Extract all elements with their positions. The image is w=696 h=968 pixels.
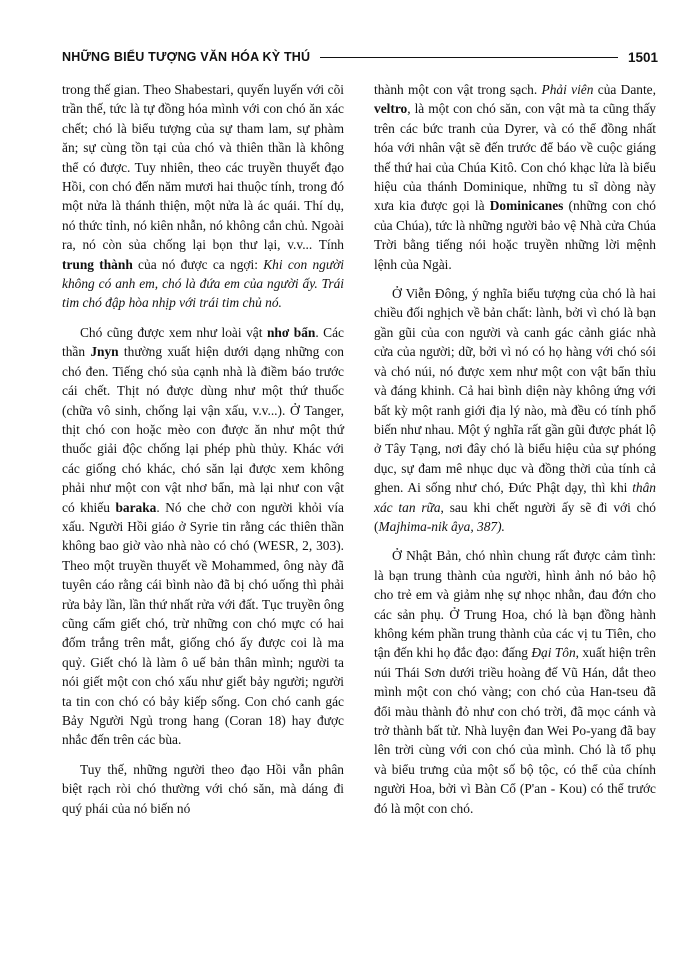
header-rule xyxy=(320,57,618,58)
paragraph: trong thế gian. Theo Shabestari, quyến luyến với cõi trần thế, tức là tự đồng hóa mình với con chó ăn xác chết; chó là biểu tượng của sự tham lam, sự phàm ăn; sự cùng tồn tại của chó và thiên thần là không thể có được. Tuy nhiên, theo các truyền thuyết đạo Hồi, con chó đến năm mươi hai thuộc tính, trong đó một nửa là thánh thiện, một nửa là ác quái. Thí dụ, nó thức tỉnh, nó kiên nhẫn, nó không cắn chủ. Ngoài ra, nó còn sủa chống lại bọn thư lại, v.v... Tính trung thành của nó được ca ngợi: Khi con người không có anh em, chó là đứa em của người ấy. Trái tim chó đập hòa nhịp với trái tim chủ nó. xyxy=(62,82,345,311)
paragraph: Ở Nhật Bản, chó nhìn chung rất được cảm tình: là bạn trung thành của người, hình ảnh nó bảo hộ cho trẻ em và giảm nhẹ sự nhọc nhằn, đau đớn cho các sản phụ. Ở Trung Hoa, chó là bạn đồng hành không kém phần trung thành của các vị tu Tiên, cho tận đến khi họ đắc đạo: đấng Đại Tôn, xuất hiện trên núi Thái Sơn dưới triều hoàng đế Vũ Hán, dắt theo mình một con chó vàng; con chó của Han-tseu đã đổi màu thành đỏ như con chó trời, đã mọc cánh và trở thành bất tử. Nhà luyện đan Wei Po-yang đã bay lên trời cùng với con chó của mình. Chó là tổ phụ và biểu trưng của một số bộ tộc, có thể của chính người Hoa, bởi vì Bàn Cổ (P'an - Kou) có thể trước đó là một con chó. xyxy=(374,548,656,816)
italic-quote: Khi con người không có anh em, chó là đứa em của người ấy. Trái tim chó đập hòa nhịp với trái tim chủ nó. xyxy=(62,256,345,311)
bold-term: baraka xyxy=(115,499,157,515)
paragraph: thành một con vật trong sạch. Phải viên của Dante, veltro, là một con chó săn, con vật mà ta cũng thấy trên các bức tranh của Dyrer, và có thể đồng nhất hóa với nhân vật sẽ đến trước để báo về cuộc giáng thế thứ hai của Chúa Kitô. Con chó khạc lửa là biểu hiệu của thánh Dominique, những tu sĩ dòng này xưa kia được gọi là Dominicanes (những con chó của Chúa), tức là những người bảo vệ Nhà cửa Chúa Trời bằng tiếng nói hoặc truyền những lời mệnh lệnh của Ngài. xyxy=(374,82,656,272)
bold-term: veltro xyxy=(374,101,408,117)
italic-citation: Majhima-nik âya, 387). xyxy=(378,518,505,534)
italic-term: thân xác tan rữa xyxy=(374,480,656,515)
paragraph: Tuy thế, những người theo đạo Hồi vẫn phân biệt rạch ròi chó thường với chó săn, mà dáng đi quý phái của nó biến nó xyxy=(62,761,344,816)
bold-term: Dominicanes xyxy=(489,198,564,214)
running-header xyxy=(62,44,658,70)
bold-term: trung thành xyxy=(62,256,133,272)
italic-term: Phải viên xyxy=(541,82,594,97)
left-column xyxy=(62,80,344,828)
bold-term: Jnyn xyxy=(90,344,119,360)
italic-term: Đại Tôn xyxy=(531,645,576,661)
paragraph: Chó cũng được xem như loài vật nhơ bẩn. Các thần Jnyn thường xuất hiện dưới dạng những con chó đen. Tiếng chó sủa cạnh nhà là điềm báo trước cái chết. Thịt nó được dùng như một thứ thuốc (chữa vô sinh, chống lại vận xấu, v.v...). Ở Tanger, thịt chó con hoặc mèo con được ăn như một thứ thuốc giải độc chống lại phép phù thủy. Khác với các giống chó khác, chó săn lại được xem không phải như một con vật nhơ bẩn, mà lại như con vật có khiếu baraka. Nó che chở con người khỏi vía xấu. Người Hồi giáo ở Syrie tin rằng các thiên thần không bao giờ vào nhà nào có chó (WESR, 2, 303). Theo một truyền thuyết về Mohammed, ông này đã tuyên cáo rằng cái bình nào đã bị chó uống thì phải rửa bảy lần, lần thứ nhất rửa với đất. Tục truyền ông cũng cấm giết chó, trừ những con chó mực có hai đốm trắng trên mắt, giống chó ấy được coi là ma quỷ. Giết chó là làm ô uế bản thân mình; người ta nói giết một con chó xấu như giết bảy người; người ta tin con chó có bảy kiếp sống. Con chó canh gác Bảy Người Ngủ trong hang (Coran 18) hay được nhắc đến trên các bùa. xyxy=(62,324,345,748)
running-title: NHỮNG BIỂU TƯỢNG VĂN HÓA KỲ THÚ xyxy=(62,50,311,64)
page-number: 1501 xyxy=(627,49,658,65)
bold-term: nhơ bẩn xyxy=(266,324,316,340)
right-column xyxy=(374,80,656,828)
paragraph: Ở Viễn Đông, ý nghĩa biểu tượng của chó là hai chiều đối nghịch về bản chất: lành, bởi vì chó là bạn gần gũi của con người và canh gác cảnh giác nhà cửa của người; dữ, bởi vì nó có họ hàng với chó sói và chó núi, nó được xem như một con vật bẩn thỉu và đáng khinh. Cả hai bình diện này không ứng với bất kỳ một ranh giới địa lý nào, mà đều có tính phổ biến như nhau. Một ý nghĩa rất gần gũi được phát lộ ở Tây Tạng, nơi đây chó là biểu hiệu của sự phóng dục, sự đam mê nhục dục và đồng thời của tính cả ghen. Ai sống như chó, Đức Phật dạy, thì khi thân xác tan rữa, sau khi chết người ấy sẽ đi với chó (Majhima-nik âya, 387). xyxy=(374,286,656,534)
